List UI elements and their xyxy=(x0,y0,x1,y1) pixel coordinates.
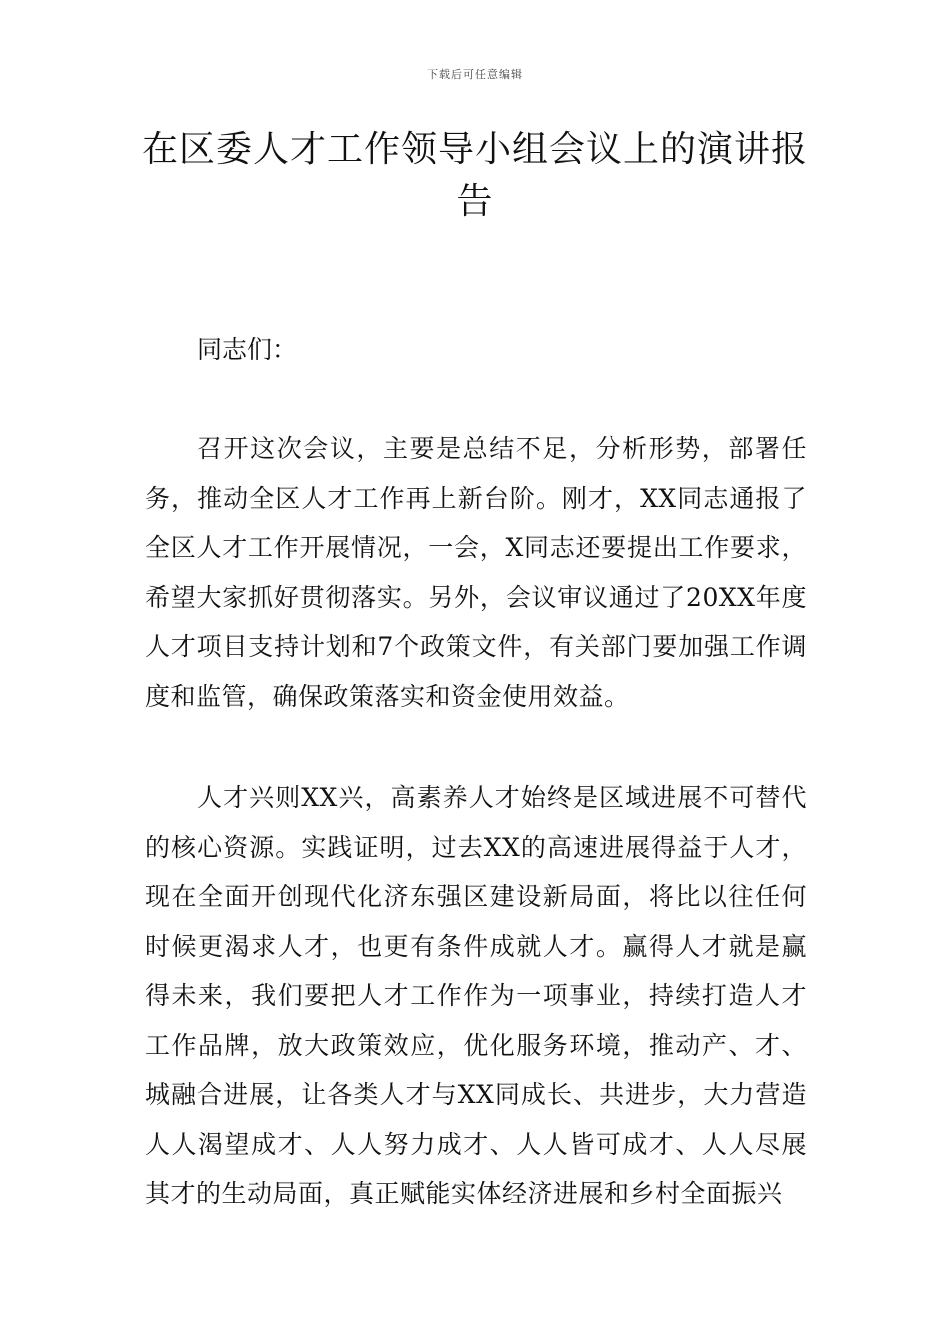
salutation: 同志们： xyxy=(197,335,298,364)
body-paragraph-2: 人才兴则XX兴，高素养人才始终是区域进展不可替代的核心资源。实践证明，过去XX的高速进展得益于人才，现在全面开创现代化济东强区建设新局面，将比以往任何时候更渴求人才，也更有条件成就人才。赢得人才就是赢得未来，我们要把人才工作作为一项事业，持续打造人才工作品牌，放大政策效应，优化服务环境，推动产、才、城融合进展，让各类人才与XX同成长、共进步，大力营造人人渴望成才、人人努力成才、人人皆可成才、人人尽展其才的生动局面，真正赋能实体经济进展和乡村全面振兴 xyxy=(145,783,807,1208)
header-note: 下载后可任意编辑 xyxy=(427,68,523,81)
page-title: 在区委人才工作领导小组会议上的演讲报告 xyxy=(141,129,808,222)
body-paragraph-1: 召开这次会议，主要是总结不足，分析形势，部署任务，推动全区人才工作再上新台阶。刚才，XX同志通报了全区人才工作开展情况，一会，X同志还要提出工作要求，希望大家抓好贯彻落实。另外，会议审议通过了20XX年度人才项目支持计划和7个政策文件，有关部门要加强工作调度和监管，确保政策落实和资金使用效益。 xyxy=(145,434,807,711)
